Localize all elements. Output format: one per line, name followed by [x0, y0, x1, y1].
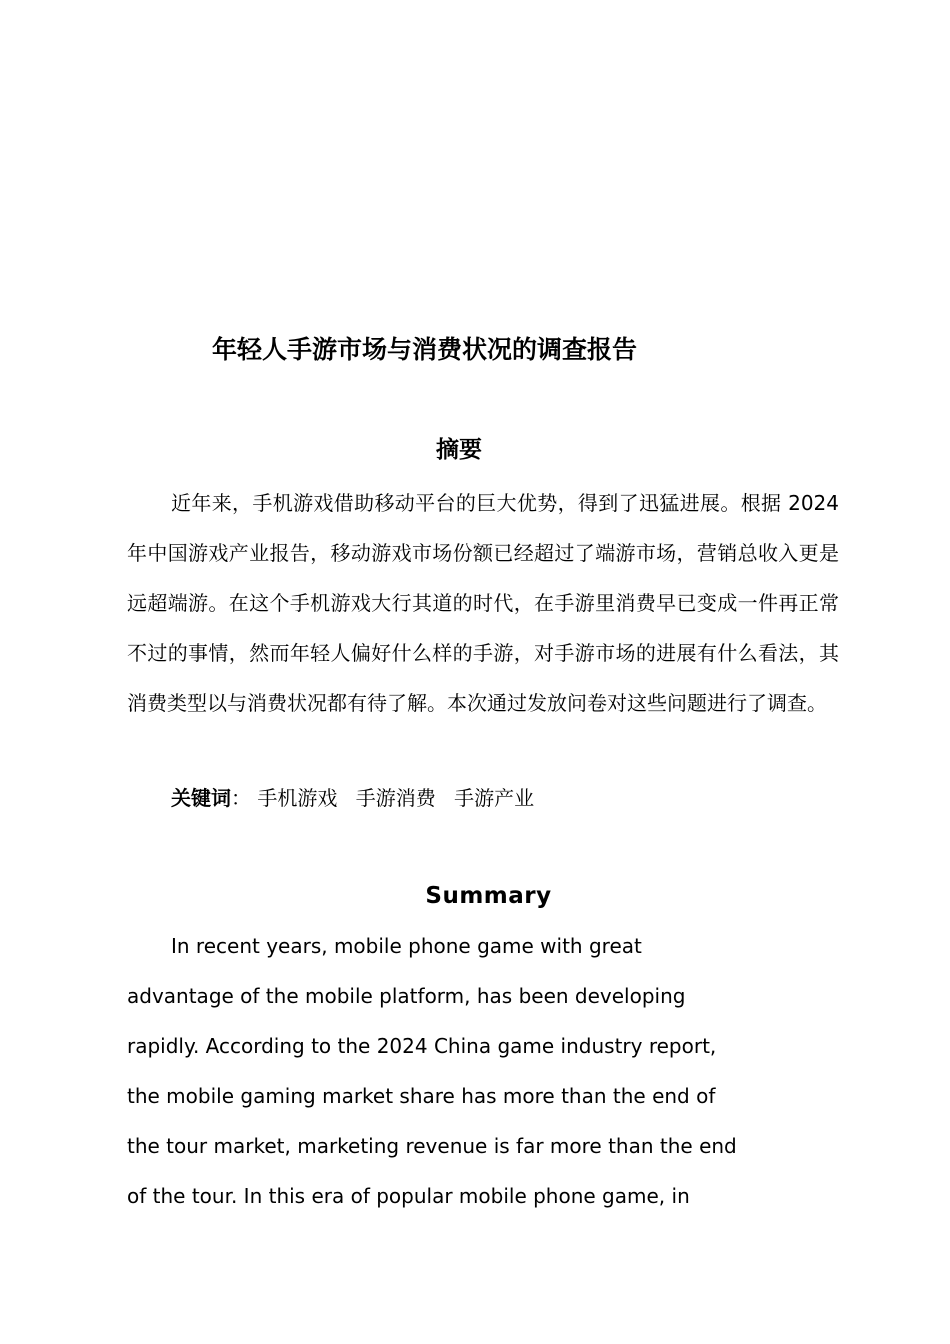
summary-line: of the tour. In this era of popular mobile phone game, in: [127, 1184, 690, 1208]
keyword-term: 手机游戏: [257, 786, 338, 810]
summary-line: rapidly. According to the 2024 China game industry report,: [127, 1034, 717, 1058]
keywords-separator: ：: [231, 786, 251, 810]
summary-line: In recent years, mobile phone game with great: [171, 934, 642, 958]
keywords-label: 关键词: [171, 786, 231, 810]
keyword-term: 手游消费: [355, 786, 436, 810]
summary-line: the mobile gaming market share has more than the end of: [127, 1084, 716, 1108]
report-title: 年轻人手游市场与消费状况的调查报告: [212, 335, 638, 364]
summary-line: the tour market, marketing revenue is far more than the end: [127, 1134, 737, 1158]
keywords-line: [171, 778, 546, 818]
abstract-heading: 摘要: [436, 437, 482, 463]
summary-line: advantage of the mobile platform, has been developing: [127, 984, 686, 1008]
keyword-term: 手游产业: [454, 786, 535, 810]
summary-heading: Summary: [425, 883, 552, 909]
summary-body: [127, 921, 827, 1221]
abstract-body: 近年来，手机游戏借助移动平台的巨大优势，得到了迅猛进展。根据 2024 年中国游戏产业报告，移动游戏市场份额已经超过了端游市场，营销总收入更是远超端游。在这个手机游戏大行其道的时代，在手游里消费早已变成一件再正常不过的事情，然而年轻人偏好什么样的手游，对手游市场的进展有什么看法，其消费类型以与消费状况都有待了解。本次通过发放问卷对这些问题进行了调查。: [127, 491, 839, 715]
